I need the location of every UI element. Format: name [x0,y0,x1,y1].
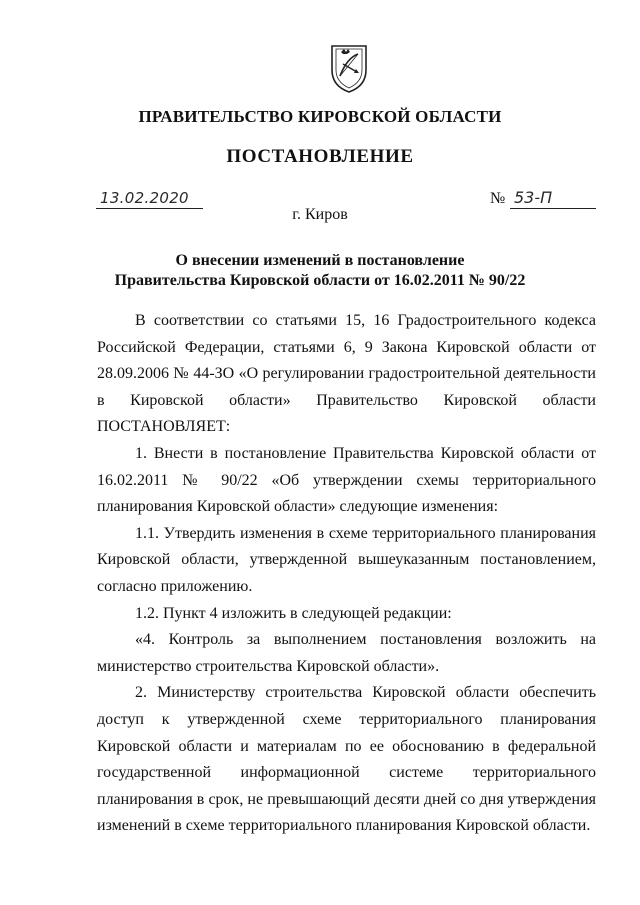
paragraph-preamble: В соответствии со статьями 15, 16 Градостроительного кодекса Российской Федерации, статьями 6, 9 Закона Кировской области от 28.09.2006 № 44-ЗО «О регулировании градостроительной деятельности в Кировской области» Правительство Кировской области ПОСТАНОВЛЯЕТ: [97,312,596,436]
document-body [97,308,596,840]
organization-title: ПРАВИТЕЛЬСТВО КИРОВСКОЙ ОБЛАСТИ [138,107,502,126]
document-type-title: ПОСТАНОВЛЕНИЕ [226,146,414,167]
document-date: 13.02.2020 [100,189,189,207]
paragraph-item-1-2: 1.2. Пункт 4 изложить в следующей редакции: [135,604,452,622]
coat-of-arms-icon [327,40,371,94]
subject-line-1: О внесении изменений в постановление [175,252,465,269]
paragraph-item-1: 1. Внести в постановление Правительства Кировской области от 16.02.2011 № 90/22 «Об утверждении схемы территориального планирования Кировской области» следующие изменения: [97,444,596,516]
paragraph-item-1-1: 1.1. Утвердить изменения в схеме территориального планирования Кировской области, утвержденной вышеуказанным постановлением, согласно приложению. [97,524,596,595]
document-city: г. Киров [292,206,348,223]
document-subject [0,251,640,291]
document-number: 53-П [514,188,553,207]
number-sign: № [490,190,506,207]
paragraph-item-2: 2. Министерству строительства Кировской области обеспечить доступ к утвержденной схеме территориального планирования Кировской области и материалам по ее обоснованию в федеральной государственной информационной системе территориального планирования в срок, не превышающий десяти дней со дня утверждения изменений в схеме территориального планирования Кировской области. [97,684,596,835]
subject-line-2: Правительства Кировской области от 16.02.2011 № 90/22 [114,272,526,289]
paragraph-quoted-item-4: «4. Контроль за выполнением постановления возложить на министерство строительства Кировской области». [97,631,596,675]
